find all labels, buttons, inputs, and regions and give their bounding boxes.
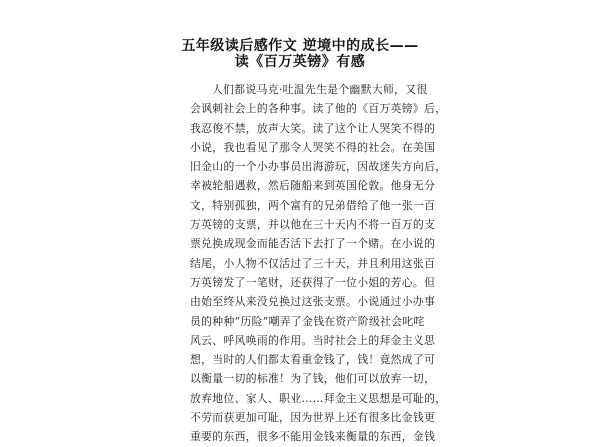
body-line: 我忍俊不禁，放声大笑。读了这个让人哭笑不得的	[190, 121, 436, 135]
body-line: 文，特别孤独，两个富有的兄弟借给了他一张一百	[190, 198, 436, 212]
body-line: 旧金山的一个小办事员出海游玩，因故迷失方向后，	[190, 160, 447, 174]
body-line: 放弃地位、家人、职业……拜金主义思想是可耻的，	[190, 391, 447, 405]
body-line: 结尾，小人物不仅活过了三十天，并且利用这张百	[190, 256, 436, 270]
body-line: 会讽刺社会上的各种事。读了他的《百万英镑》后，	[190, 102, 447, 116]
body-line: 重要的东西，很多不能用金钱来衡量的东西，金钱	[190, 430, 436, 444]
body-line: 人们都说马克·吐温先生是个幽默大师，又很	[212, 83, 428, 96]
body-line: 幸被轮船遇救，然后随船来到英国伦敦。他身无分	[190, 179, 436, 193]
body-line: 员的种种“历险”嘲弄了金钱在资产阶级社会叱咤	[190, 314, 425, 328]
body-line: 由始至终从来没兑换过这张支票。小说通过小办事	[190, 295, 436, 309]
body-line: 不劳而获更加可耻，因为世界上还有很多比金钱更	[190, 411, 436, 425]
title-line-1: 五年级读后感作文 逆境中的成长——	[181, 38, 419, 54]
body-text	[190, 80, 447, 447]
body-line: 以衡量一切的标准！为了钱，他们可以放弃一切，	[190, 372, 436, 386]
body-line: 想，当时的人们都太看重金钱了，钱！竟然成了可	[190, 353, 436, 367]
body-line: 票兑换成现金而能否活下去打了一个赌。在小说的	[190, 237, 436, 251]
body-line: 万英镑发了一笔财，还获得了一位小姐的芳心。但	[190, 275, 436, 289]
title-line-2: 读《百万英镑》有感	[234, 54, 366, 70]
body-line: 小说，我也看见了那令人哭笑不得的社会。在美国	[190, 140, 436, 154]
body-line: 万英镑的支票，并以他在三十天内不将一百万的支	[190, 218, 436, 232]
body-line: 风云、呼风唤雨的作用。当时社会上的拜金主义思	[190, 333, 436, 347]
